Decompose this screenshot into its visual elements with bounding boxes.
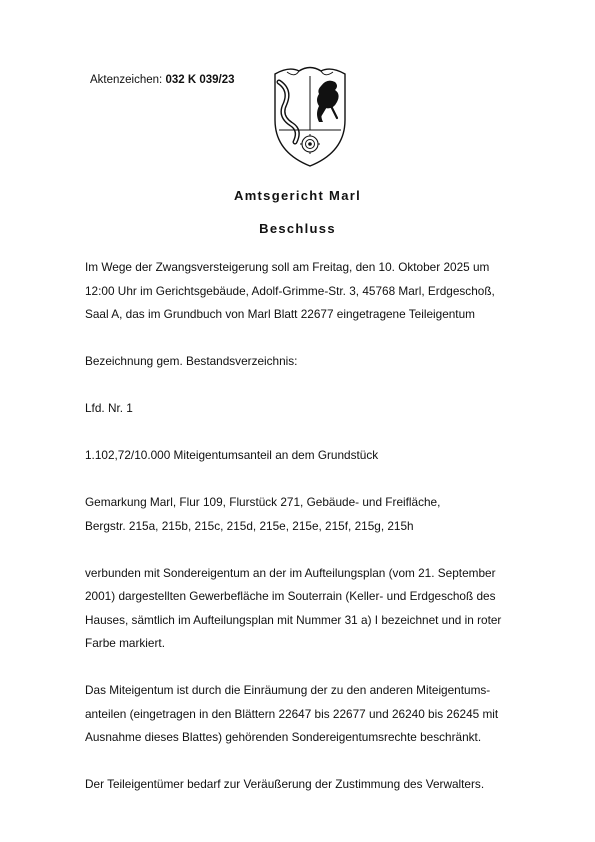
text-line: Das Miteigentum ist durch die Einräumung der zu den anderen Miteigentums- — [85, 683, 491, 697]
intro-paragraph — [85, 256, 525, 327]
document-type: Beschluss — [259, 221, 336, 236]
text-line: 2001) dargestellten Gewerbefläche im Souterrain (Keller- und Erdgeschoß des — [85, 589, 496, 603]
text-line: Gemarkung Marl, Flur 109, Flurstück 271, Gebäude- und Freifläche, — [85, 495, 441, 509]
file-reference — [90, 74, 235, 86]
special-property-paragraph — [85, 562, 525, 656]
file-reference-label: Aktenzeichen: — [90, 74, 163, 86]
consent-line: Der Teileigentümer bedarf zur Veräußerung der Zustimmung des Verwalters. — [85, 777, 485, 791]
text-line: Hauses, sämtlich im Aufteilungsplan mit Nummer 31 a) I bezeichnet und in roter — [85, 612, 502, 627]
restriction-paragraph — [85, 679, 525, 750]
text-line: Saal A, das im Grundbuch von Marl Blatt 22677 eingetragene Teileigentum — [85, 307, 475, 321]
text-line: anteilen (eingetragen in den Blättern 22647 bis 22677 und 26240 bis 26245 mit — [85, 706, 499, 721]
text-line: Farbe markiert. — [85, 636, 165, 650]
nrw-coat-of-arms-icon — [265, 64, 355, 170]
text-line: Ausnahme dieses Blattes) gehörenden Sondereigentumsrechte beschränkt. — [85, 730, 482, 744]
text-line: Im Wege der Zwangsversteigerung soll am Freitag, den 10. Oktober 2025 um — [85, 260, 490, 274]
document-body — [85, 256, 525, 797]
file-reference-number: 032 K 039/23 — [165, 74, 235, 86]
designation-line: Bezeichnung gem. Bestandsverzeichnis: — [85, 354, 298, 368]
text-line: Bergstr. 215a, 215b, 215c, 215d, 215e, 215e, 215f, 215g, 215h — [85, 518, 414, 533]
court-name: Amtsgericht Marl — [234, 188, 361, 203]
parcel-paragraph — [85, 491, 525, 538]
text-line: verbunden mit Sondereigentum an der im Aufteilungsplan (vom 21. September — [85, 565, 496, 580]
serial-number-line: Lfd. Nr. 1 — [85, 401, 133, 415]
text-line: 12:00 Uhr im Gerichtsgebäude, Adolf-Grimme-Str. 3, 45768 Marl, Erdgeschoß, — [85, 283, 495, 298]
share-line: 1.102,72/10.000 Miteigentumsanteil an dem Grundstück — [85, 448, 379, 462]
